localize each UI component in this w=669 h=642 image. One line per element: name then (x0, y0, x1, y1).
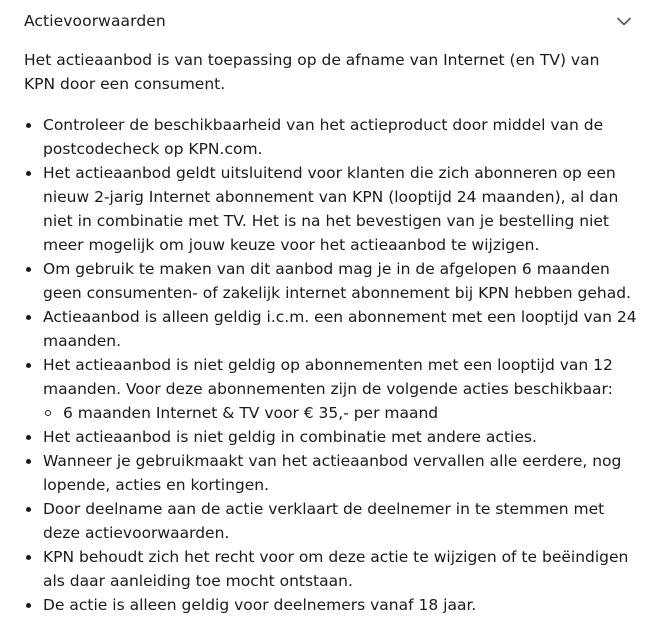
list-item-text: Het actieaanbod is niet geldig op abonnementen met een looptijd van 12 maanden. Voor deze abonnementen zijn de volgende acties beschikbaar: (43, 356, 613, 398)
accordion-title: Actievoorwaarden (24, 12, 166, 30)
chevron-down-icon[interactable] (615, 12, 633, 30)
terms-list (24, 113, 647, 617)
list-item: Het actieaanbod geldt uitsluitend voor klanten die zich abonneren op een nieuw 2-jarig Internet abonnement van KPN (looptijd 24 maanden), al dan niet in combinatie met TV. Het is na het bevestigen van je bestelling niet meer mogelijk om jouw keuze voor het actieaanbod te wijzigen. (24, 161, 643, 257)
list-item: De actie is alleen geldig voor deelnemers vanaf 18 jaar. (24, 593, 643, 617)
list-item: Wanneer je gebruikmaakt van het actieaanbod vervallen alle eerdere, nog lopende, acties en kortingen. (24, 449, 643, 497)
sub-list (43, 401, 643, 425)
list-item (24, 353, 643, 425)
accordion-header[interactable] (24, 0, 647, 42)
accordion-content (24, 42, 647, 617)
list-item: Controleer de beschikbaarheid van het actieproduct door middel van de postcodecheck op KPN.com. (24, 113, 643, 161)
list-item: Actieaanbod is alleen geldig i.c.m. een abonnement met een looptijd van 24 maanden. (24, 305, 643, 353)
sub-list-item: 6 maanden Internet & TV voor € 35,- per maand (43, 401, 643, 425)
intro-text: Het actieaanbod is van toepassing op de afname van Internet (en TV) van KPN door een consument. (24, 51, 600, 93)
list-item: KPN behoudt zich het recht voor om deze actie te wijzigen of te beëindigen als daar aanleiding toe mocht ontstaan. (24, 545, 643, 593)
list-item: Om gebruik te maken van dit aanbod mag je in de afgelopen 6 maanden geen consumenten- of zakelijk internet abonnement bij KPN hebben gehad. (24, 257, 643, 305)
list-item: Door deelname aan de actie verklaart de deelnemer in te stemmen met deze actievoorwaarden. (24, 497, 643, 545)
list-item: Het actieaanbod is niet geldig in combinatie met andere acties. (24, 425, 643, 449)
